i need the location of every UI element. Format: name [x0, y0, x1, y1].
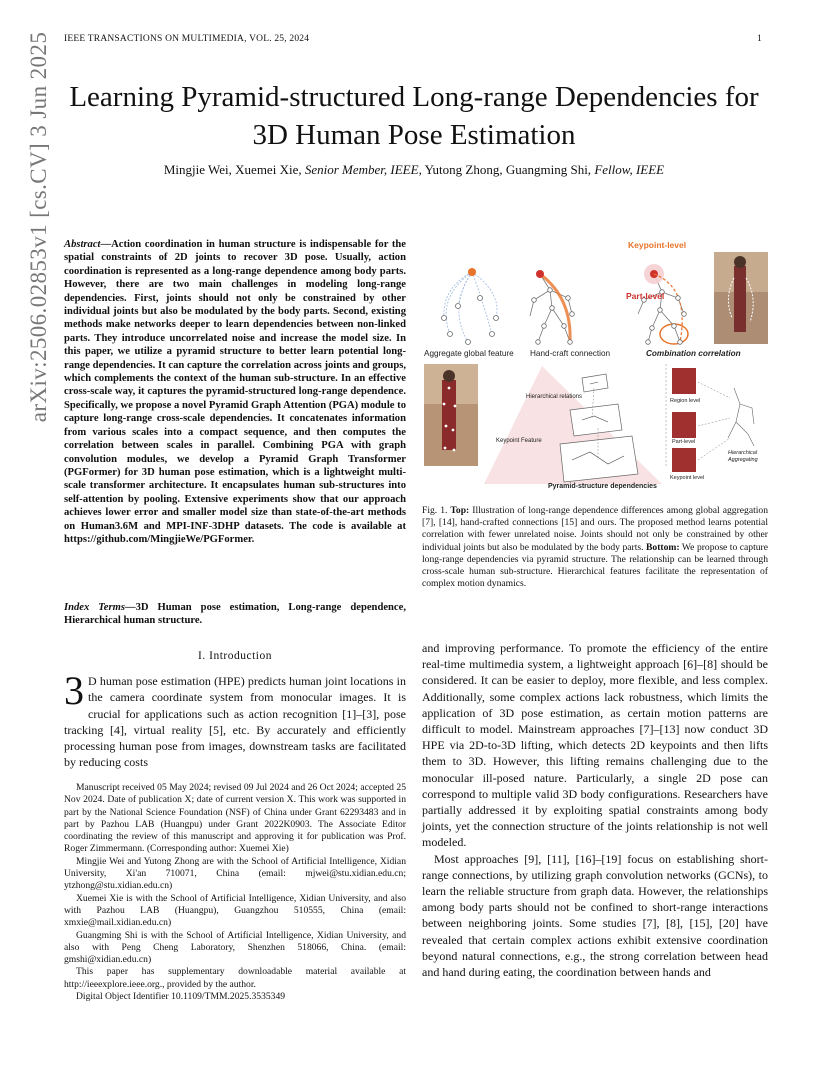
- region-level-label: Region level: [670, 398, 701, 404]
- hierarchy-panel: [670, 368, 759, 481]
- footnotes: [64, 782, 406, 1003]
- footnote: Digital Object Identifier 10.1109/TMM.2025.3535349: [76, 991, 286, 1003]
- footnote: Mingjie Wei and Yutong Zhong are with the School of Artificial Intelligence, Xidian University, Xi'an 710071, China (email: mjwei@stu.xidian.edu.cn; ytzhong@stu.xidian.edu.cn): [64, 855, 406, 892]
- abstract-label: Abstract: [64, 239, 101, 250]
- part-level-label: Part-level: [626, 291, 665, 301]
- index-terms: Index Terms—3D Human pose estimation, Long-range dependence, Hierarchical human structure.: [64, 602, 406, 627]
- keypoint-feature-label: Keypoint Feature: [496, 438, 542, 444]
- paper-title: Learning Pyramid-structured Long-range Dependencies for 3D Human Pose Estimation: [69, 81, 759, 151]
- abstract-text: —Action coordination in human structure is indispensable for the spatial constraints of 2D joints to recover 3D pose. Usually, action coordination is represented as a long-range dependence among body parts. However, there are two main challenges in modeling long-range dependencies. First, joints should not only be constrained by other individual joints but also be modulated by the body parts. Second, existing methods make networks deeper to learn dependencies between non-linked parts. They introduce uncorrelated noise and increase the model size. In this paper, we utilize a pyramid structure to better learn potential long-range dependencies. It can capture the correlation across joints and groups, which complements the context of the human sub-structure. In an effective cross-scale way, it captures the pyramid-structured long-range dependence. Specifically, we propose a novel Pyramid Graph Attention (PGA) module to capture long-range cross-scale dependencies. It concatenates information from various scales into a compact sequence, and then computes the correlation between scales in parallel. Combining PGA with graph convolution modules, we develop a Pyramid Graph Transformer (PGFormer) for 3D human pose estimation, which is a lightweight multi-scale transformer architecture. It encapsulates human sub-structures into self-attention by pooling. Extensive experiments show that our approach achieves lower error and smaller model size than state-of-the-art methods on Human3.6M and MPI-INF-3DHP datasets. The code is available at https://github.com/MingjieWe/PGFormer.: [64, 239, 406, 545]
- figure-1: [422, 238, 768, 498]
- combination-label: Combination correlation: [646, 349, 741, 358]
- keypoint-level-label: Keypoint-level: [628, 240, 687, 250]
- abstract: [64, 238, 406, 546]
- photo-person-bottom: [424, 364, 478, 466]
- pyramid-diagram: [484, 366, 662, 490]
- drop-cap: 3: [64, 668, 84, 713]
- running-header: IEEE TRANSACTIONS ON MULTIMEDIA, VOL. 25, 2024: [64, 34, 310, 44]
- photo-person-top: [714, 252, 768, 344]
- page-number: 1: [757, 34, 762, 44]
- paragraph: Most approaches [9], [11], [16]–[19] focus on establishing short-range connections, by utilizing graph convolution networks (GCNs), to learn the reliable structure from graph data. However, the relationships among body parts should not be confined to short-range interactions between neighboring joints. Some studies [7], [8], [15], [20] have revealed that certain complex actions exhibit extensive coordination beyond natural connections, e.g., the strong correlation between head and hand during eating, the coordination between hands and: [422, 851, 768, 980]
- author-list: Mingjie Wei, Xuemei Xie, Senior Member, IEEE, Yutong Zhong, Guangming Shi, Fellow, IEEE: [163, 162, 665, 177]
- pyramid-dep-label: Pyramid-structure dependencies: [548, 483, 657, 490]
- paragraph: and improving performance. To promote the efficiency of the entire real-time multimedia system, a lightweight approach [6]–[8] should be considered. It can be easier to deploy, more flexible, and less complex. Additionally, some complex actions lack robustness, which limits the application of 3D pose estimation, as certain motion patterns are difficult to model. Mainstream approaches [7]–[13] now conduct 3D HPE via 2D-to-3D lifting, which detects 2D keypoints and then lifts them to 3D. However, this lifting remains challenging due to the monocular ill-posed nature. Particularly, a single 2D pose can correspond to multiple valid 3D body configurations. Researchers have partially addressed it by exploiting spatial constraints among body joints, yet the connection structure of the joints relationship is not well modeled.: [422, 641, 768, 850]
- footnote: Manuscript received 05 May 2024; revised 09 Jul 2024 and 26 Oct 2024; accepted 25 Nov 2024. Date of publication X; date of current version X. This work was supported in part by the National Science Foundation (NSF) of China under Grant 62293483 and in part by Pazhou LAB (Huangpu) under Grant 2022K0903. The Associate Editor coordinating the review of this manuscript and approving it for publication was Prof. Roger Zimmermann. (Corresponding author: Xuemei Xie): [64, 782, 406, 855]
- arxiv-stamp: arXiv:2506.02853v1 [cs.CV] 3 Jun 2025: [26, 31, 51, 423]
- handcraft-graph: [530, 270, 574, 344]
- footnote: This paper has supplementary downloadable material available at http://ieeexplore.ieee.org., provided by the author.: [64, 966, 406, 990]
- aggregate-label: Aggregate global feature: [424, 349, 514, 358]
- keypoint-level-small-label: Keypoint level: [670, 475, 705, 481]
- part-level-small-label: Part-level: [672, 439, 696, 445]
- aggregate-graph: [442, 268, 499, 345]
- figure-caption: Fig. 1. Top: Illustration of long-range dependence differences among global aggregation [7], [14], hand-crafted connections [15] and ours. The proposed method learns potential correlation with fewer unrelated noise. Joints should not only be constrained by other individual joints but also be modulated by the body parts. Bottom: We propose to capture long-range dependencies via pyramid structure. The relationship can be learned through cross-scale human sub-structure. Hierarchical features facilitate the representation of complex motion dynamics.: [422, 505, 768, 590]
- footnote: Xuemei Xie is with the School of Artificial Intelligence, Xidian University, and also with Pazhou LAB (Huangpu), Guangzhou 510555, China (email: xmxie@mail.xidian.edu.cn): [64, 892, 406, 929]
- combination-graph: [626, 240, 688, 344]
- hier-agg-label-1: Hierarchical: [728, 450, 758, 456]
- hier-relations-label: Hierarchical relations: [526, 394, 583, 400]
- right-column-text: [422, 640, 768, 980]
- handcraft-label: Hand-craft connection: [530, 349, 611, 358]
- footnote: Guangming Shi is with the School of Artificial Intelligence, Xidian University, and also with Peng Cheng Laboratory, Shenzhen 518066, China. (email: gmshi@xidian.edu.cn): [64, 929, 406, 966]
- section-heading: I. Introduction: [198, 650, 272, 662]
- intro-paragraph: 3 D human pose estimation (HPE) predicts human joint locations in the camera coordinate system from monocular images. It is crucial for applications such as action recognition [1]–[3], pose tracking [4], virtual reality [5], etc. By accurately and efficiently processing human pose from images, downstream tasks are facilitated by reducing costs: [64, 668, 406, 770]
- hier-agg-label-2: Aggregating: [728, 457, 758, 463]
